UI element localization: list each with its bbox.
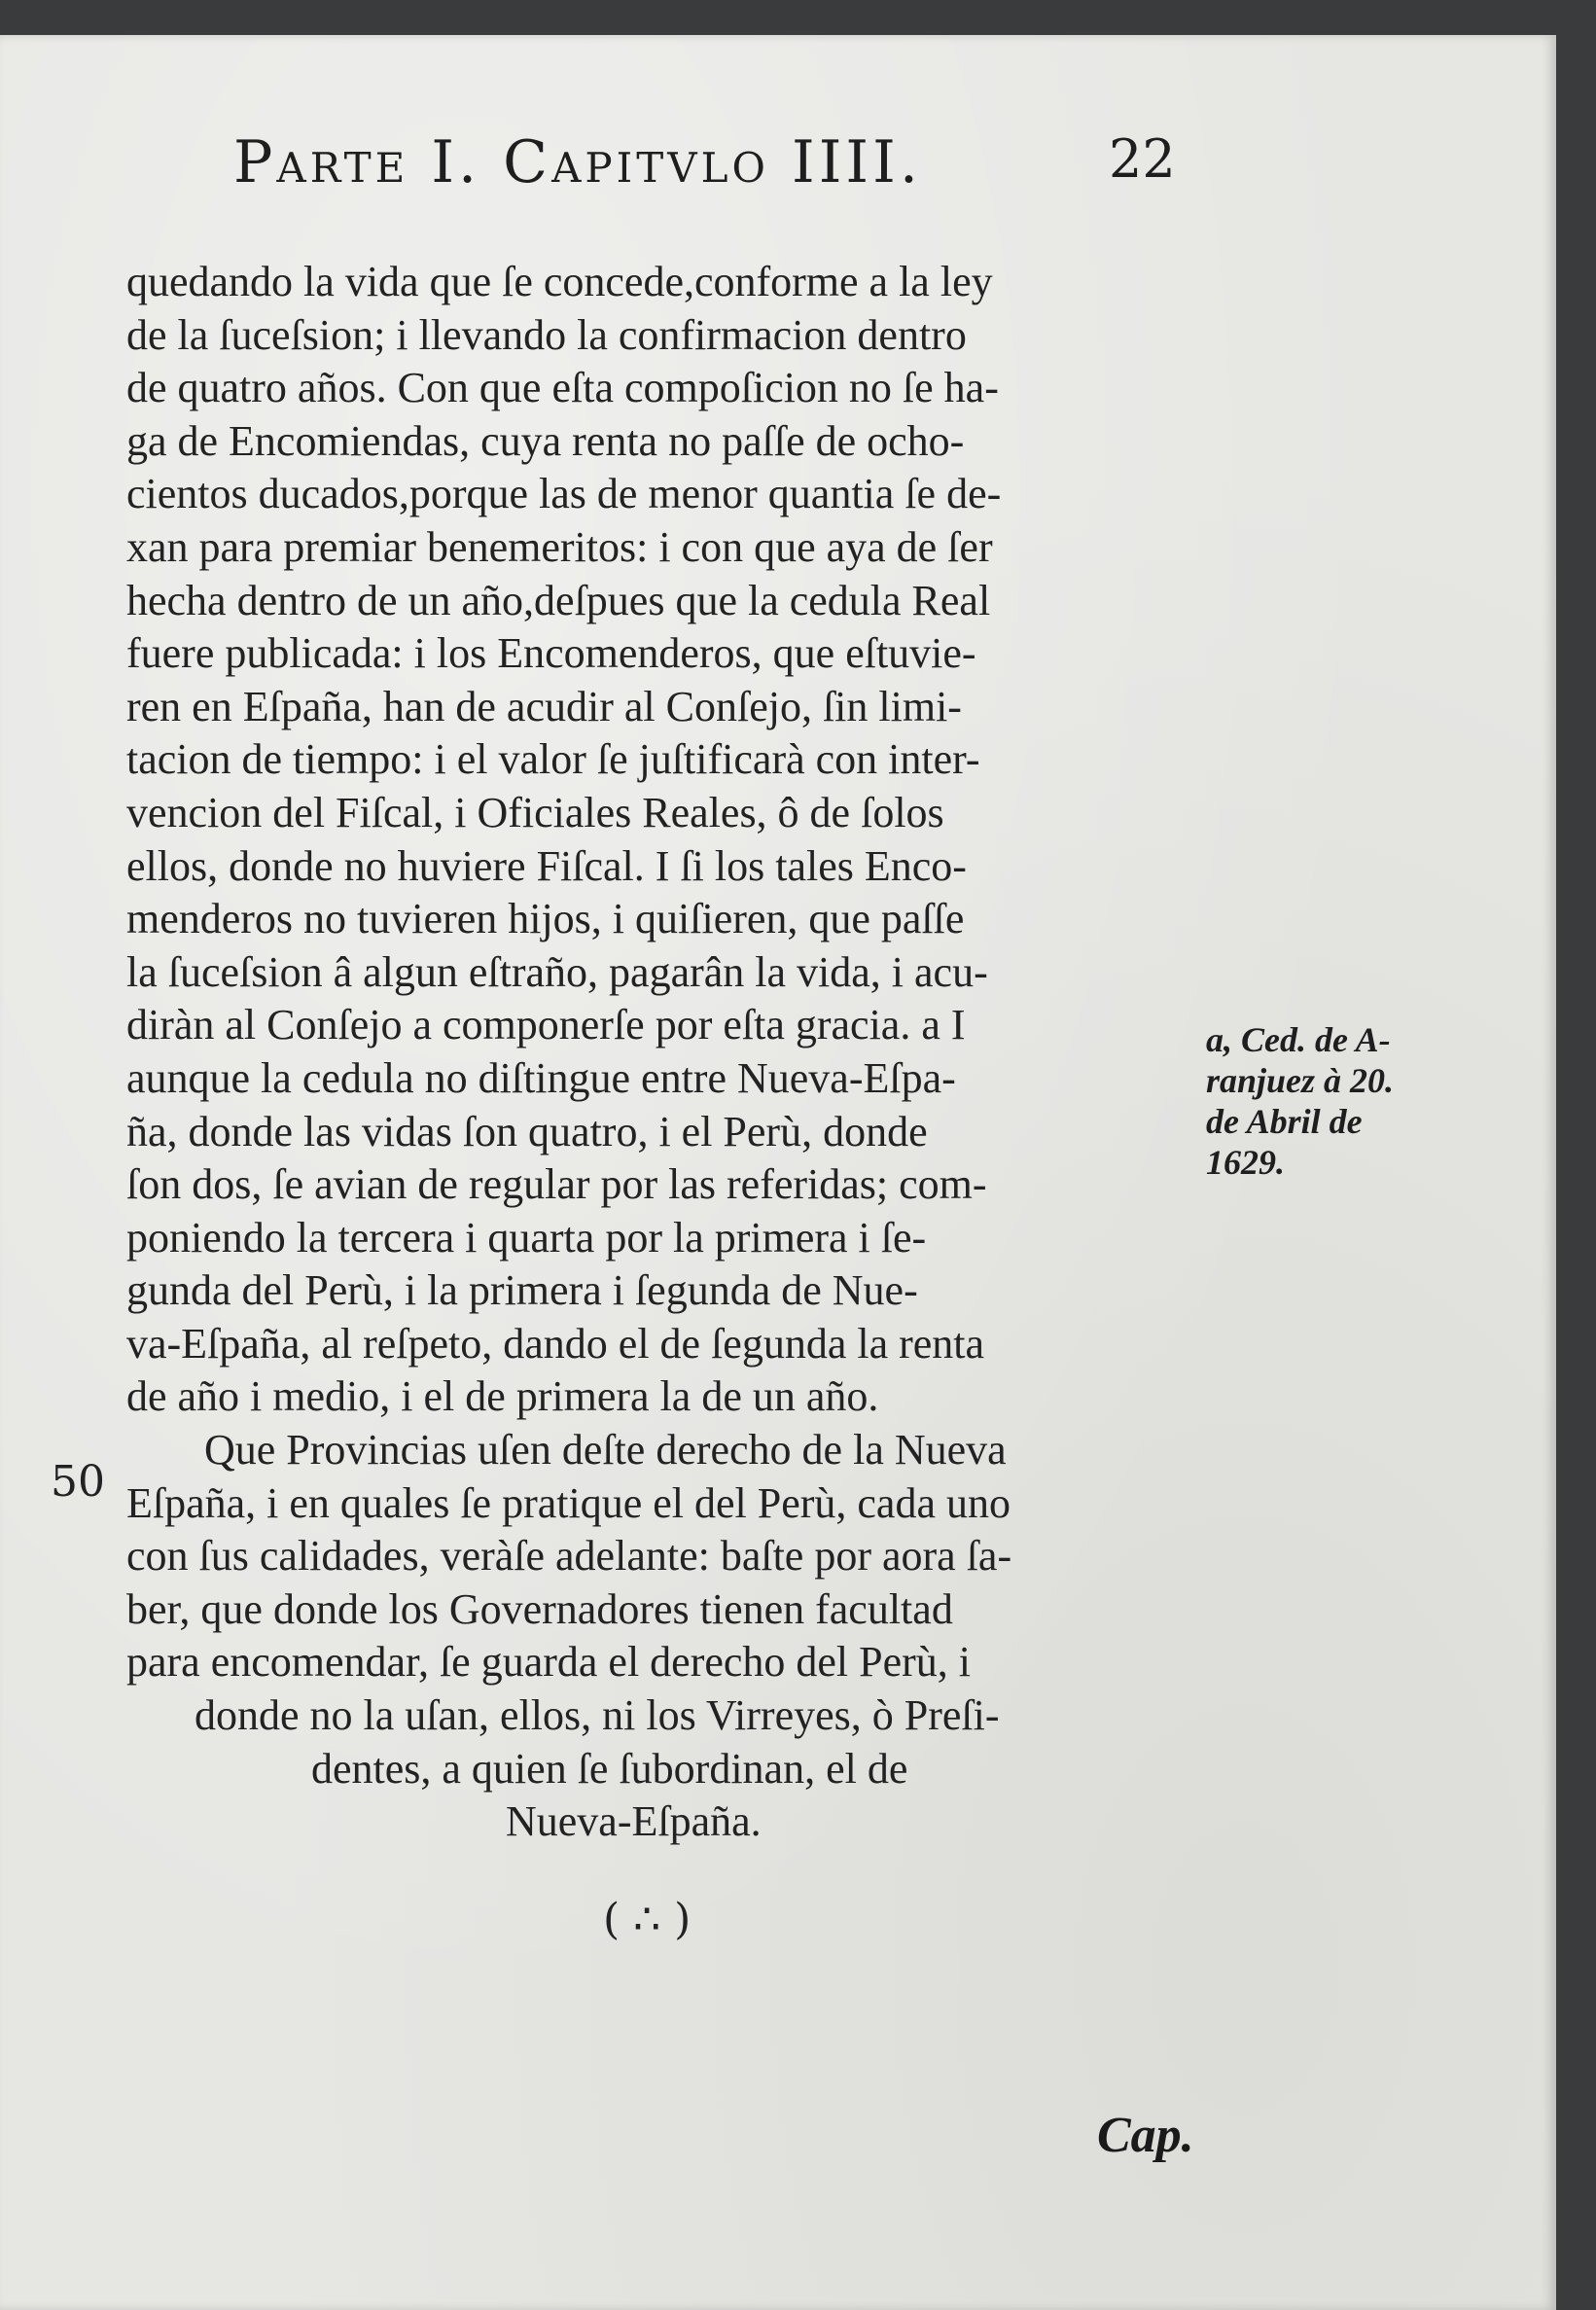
text-line: ren en Eſpaña, han de acudir al Conſejo, ſin limi- [126, 682, 962, 730]
text-line: tacion de tiempo: i el valor ſe juſtificarà con inter- [126, 735, 980, 784]
running-head: Parte I. Capitvlo IIII. [233, 128, 922, 196]
main-text-block [126, 256, 1187, 1849]
text-line: de año i medio, i el de primera la de un año. [126, 1372, 879, 1421]
text-line: poniendo la tercera i quarta por la primera i ſe- [126, 1213, 927, 1262]
text-line: Nueva-Eſpaña. [506, 1797, 762, 1846]
text-line: ſon dos, ſe avian de regular por las referidas; com- [126, 1160, 987, 1209]
text-line: fuere publicada: i los Encomenderos, que eſtuvie- [126, 629, 976, 678]
marginal-note-line: 1629. [1206, 1143, 1285, 1182]
text-line: xan para premiar benemeritos: i con que aya de ſer [126, 522, 993, 571]
text-line: la ſuceſsion â algun eſtraño, pagarân la vida, i acu- [126, 947, 988, 996]
end-ornament: ( ∴ ) [603, 1895, 692, 1944]
marginal-note [1206, 1019, 1469, 1183]
text-line: de quatro años. Con que eſta compoſicion no ſe ha- [126, 364, 999, 412]
text-line: ga de Encomiendas, cuya renta no paſſe de ocho- [126, 416, 965, 465]
marginal-note-line: a, Ced. de A- [1206, 1020, 1391, 1059]
text-line: ber, que donde los Governadores tienen facultad [126, 1584, 953, 1633]
text-line: hecha dentro de un año,deſpues que la cedula Real [126, 576, 991, 624]
text-line: diràn al Conſejo a componerſe por eſta gracia. a I [126, 1001, 966, 1049]
book-page [0, 35, 1556, 2310]
text-line: vencion del Fiſcal, i Oficiales Reales, ô de ſolos [126, 788, 944, 836]
text-line: donde no la uſan, ellos, ni los Virreyes, ò Preſi- [195, 1691, 1000, 1740]
text-line: aunque la cedula no diſtingue entre Nueva-Eſpa- [126, 1053, 956, 1102]
marginal-note-line: de Abril de [1206, 1102, 1363, 1141]
margin-line-number: 50 [51, 1457, 105, 1507]
text-line: menderos no tuvieren hijos, i quiſieren, que paſſe [126, 895, 965, 943]
page-header [233, 128, 1245, 216]
text-line: gunda del Perù, i la primera i ſegunda de Nue- [126, 1266, 918, 1315]
marginal-note-line: ranjuez à 20. [1206, 1061, 1395, 1100]
text-line: ña, donde las vidas ſon quatro, i el Perù, donde [126, 1107, 928, 1155]
text-line: con ſus calidades, veràſe adelante: baſte por aora ſa- [126, 1532, 1012, 1581]
text-line: para encomendar, ſe guarda el derecho del Perù, i [126, 1638, 972, 1687]
text-line: dentes, a quien ſe ſubordinan, el de [311, 1744, 908, 1793]
text-line: va-Eſpaña, al reſpeto, dando el de ſegunda la renta [126, 1319, 985, 1368]
text-line: de la ſuceſsion; i llevando la confirmacion dentro [126, 310, 967, 359]
text-line: cientos ducados,porque las de menor quantia ſe de- [126, 470, 1002, 518]
text-line: Eſpaña, i en quales ſe pratique el del Perù, cada uno [126, 1478, 1011, 1527]
text-line: ellos, donde no huviere Fiſcal. I ſi los tales Enco- [126, 841, 967, 890]
text-line: quedando la vida que ſe concede,conforme a la ley [126, 258, 993, 305]
page-number: 22 [1109, 128, 1176, 190]
paragraph-start-line: Que Provincias uſen deſte derecho de la Nueva [204, 1426, 1007, 1475]
catchword: Cap. [1097, 2108, 1194, 2163]
